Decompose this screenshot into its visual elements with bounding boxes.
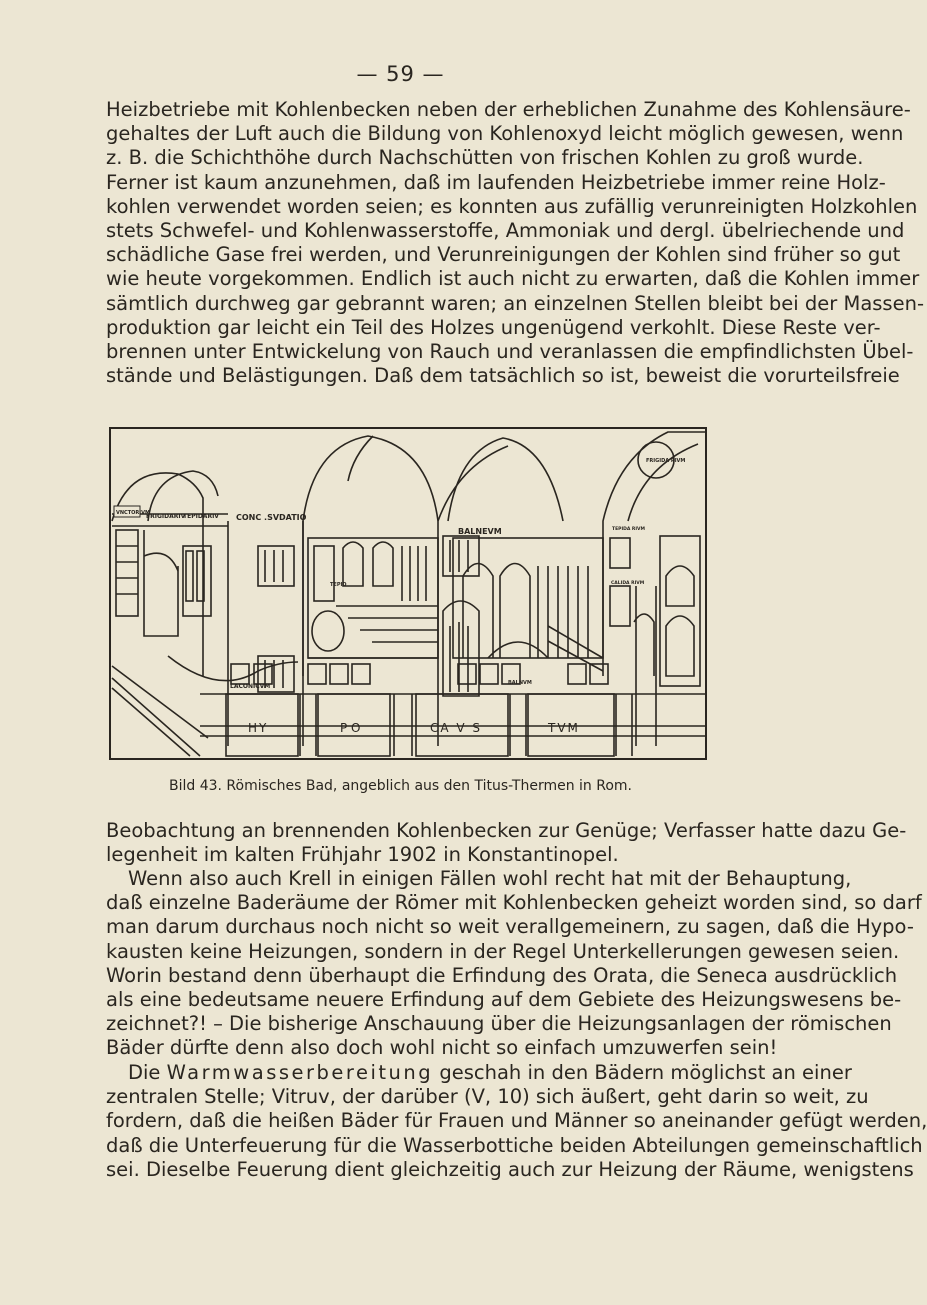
furnace-opening — [330, 664, 348, 684]
label-tum: TVM — [548, 721, 580, 735]
vault-line — [348, 436, 373, 481]
label-balneum-small: BALNVM — [508, 680, 532, 686]
text-line: man darum durchaus noch nicht so weit verallgemeinern, zu sagen, daß die Hypo- — [106, 915, 914, 939]
bath-drawing — [108, 426, 708, 761]
page-number: — 59 — — [356, 62, 445, 86]
text-line: Wenn also auch Krell in einigen Fällen wohl recht hat mit der Behauptung, — [128, 867, 852, 890]
balneum-hall — [453, 538, 603, 658]
text-line: gehaltes der Luft auch die Bildung von Kohlenoxyd leicht möglich gewesen, wenn — [106, 122, 904, 146]
text-line: produktion gar leicht ein Teil des Holzes ungenügend verkohlt. Diese Reste ver- — [106, 315, 881, 339]
window-bars — [265, 550, 283, 582]
left-wall — [144, 530, 178, 636]
right-niche — [634, 614, 654, 676]
statue-niche-arch — [373, 542, 393, 586]
text-line: Worin bestand denn überhaupt die Erfindung des Orata, die Seneca ausdrücklich — [106, 963, 898, 987]
floor-lines — [112, 666, 208, 756]
text-line: fordern, daß die heißen Bäder für Frauen und Männer so aneinander gefügt werden, — [106, 1109, 927, 1133]
text-line: stets Schwefel- und Kohlenwasserstoffe, Ammoniak und dergl. übelriechende und — [106, 219, 905, 243]
label-frigidarium: FRIGIDARIV — [146, 513, 186, 520]
statue-niche-arch — [343, 542, 363, 586]
paragraph-2 — [106, 819, 907, 867]
text-line: z. B. die Schichthöhe durch Nachschütten von frischen Kohlen zu groß wurde. — [106, 146, 864, 170]
paragraph-1 — [106, 98, 924, 388]
labrum-basin — [312, 611, 344, 651]
emphasized-term: Warmwasserbereitung — [166, 1061, 434, 1084]
right-pillar — [636, 586, 656, 746]
middle-pillar — [438, 446, 508, 746]
furnace-opening — [480, 664, 498, 684]
label-frigidarium-right: FRIGIDA RIVM — [646, 458, 686, 464]
right-arch — [666, 566, 694, 606]
text-line: brennen unter Entwickelung von Rauch und veranlassen die empfindlichsten Übel- — [106, 340, 914, 364]
text-line: kausten keine Heizungen, sondern in der Regel Unterkellerungen gewesen seien. — [106, 939, 900, 963]
text-fragment: geschah in den Bädern möglichst an einer — [433, 1061, 852, 1084]
text-fragment: Die — [128, 1061, 167, 1084]
balneum-vault — [448, 438, 563, 521]
label-unctorium: VNCTORIVM — [116, 510, 150, 516]
label-tepidarium-right: TEPIDA RIVM — [612, 527, 646, 532]
text-line: daß einzelne Baderäume der Römer mit Kohlenbecken geheizt worden sind, so darf — [106, 891, 922, 915]
steps — [336, 606, 438, 642]
left-curve — [168, 656, 298, 681]
furnace-opening — [308, 664, 326, 684]
furnace-opening — [352, 664, 370, 684]
paragraph-3 — [106, 867, 922, 1061]
roman-bath-illustration — [108, 426, 708, 761]
text-line: sei. Dieselbe Feuerung dient gleichzeitig auch zur Heizung der Räume, wenigstens — [106, 1157, 914, 1181]
label-calidarium-right: CALIDA RIVM — [611, 581, 645, 586]
text-line: wie heute vorgekommen. Endlich ist auch nicht zu erwarten, daß die Kohlen immer — [106, 267, 920, 291]
text-line: kohlen verwendet worden seien; es konnten aus zufällig verunreinigten Holzkohlen — [106, 194, 918, 218]
furnace-opening — [231, 664, 249, 684]
text-line: Heizbetriebe mit Kohlenbecken neben der erheblichen Zunahme des Kohlensäure- — [106, 98, 911, 121]
balneum-pool — [488, 642, 548, 658]
figure-caption: Bild 43. Römisches Bad, angeblich aus den Titus-Thermen in Rom. — [169, 778, 632, 794]
label-conc-svdatio: CONC .SVDATIO — [236, 513, 307, 522]
label-balneum: BALNEVM — [458, 527, 502, 536]
text-line: legenheit im kalten Frühjahr 1902 in Konstantinopel. — [106, 843, 619, 867]
arched-window — [443, 601, 479, 696]
furnace-opening — [590, 664, 608, 684]
text-line: Bäder dürfte denn also doch wohl nicht so einfach umzuwerfen sein! — [106, 1036, 778, 1060]
paragraph-4 — [106, 1061, 927, 1182]
left-arch-3 — [144, 553, 178, 571]
window — [258, 546, 294, 586]
text-line: sämtlich durchweg gar gebrannt waren; an einzelnen Stellen bleibt bei der Massen- — [106, 291, 924, 315]
left-vault — [112, 473, 203, 676]
text-line: zeichnet?! – Die bisherige Anschauung über die Heizungsanlagen der römischen — [106, 1012, 892, 1036]
statue-niche — [314, 546, 334, 601]
right-arch — [666, 616, 694, 676]
door-pane — [186, 551, 193, 601]
label-tepid: TEPID — [330, 582, 347, 588]
text-line: stände und Belästigungen. Daß dem tatsächlich so ist, beweist die vorurteilsfreie — [106, 364, 900, 388]
left-niche — [116, 530, 138, 616]
text-line: Beobachtung an brennenden Kohlenbecken zur Genüge; Verfasser hatte dazu Ge- — [106, 819, 907, 842]
furnace-opening — [568, 664, 586, 684]
left-shelves — [116, 546, 138, 594]
label-po: P O — [340, 721, 361, 735]
columns — [402, 546, 426, 601]
small-room — [610, 538, 630, 568]
text-line: daß die Unterfeuerung für die Wasserbottiche beiden Abteilungen gemeinschaftlich — [106, 1133, 923, 1157]
label-tepidarium: TEPIDARIV — [183, 513, 219, 520]
text-line: schädliche Gase frei werden, und Verunreinigungen der Kohlen sind früher so gut — [106, 243, 901, 267]
window — [443, 536, 479, 576]
label-caus: CA V S — [430, 721, 483, 735]
label-hy: HY — [248, 721, 269, 735]
small-room — [610, 586, 630, 626]
text-line: zentralen Stelle; Vitruv, der darüber (V, 10) sich äußert, geht darin so weit, zu — [106, 1085, 869, 1109]
text-line: als eine bedeutsame neuere Erfindung auf dem Gebiete des Heizungswesens be- — [106, 988, 902, 1012]
text-line: Ferner ist kaum anzunehmen, daß im laufenden Heizbetriebe immer reine Holz- — [106, 170, 886, 194]
text-line — [106, 1061, 852, 1085]
furnace-opening — [458, 664, 476, 684]
label-laconicum: LACONICVM — [230, 683, 271, 690]
